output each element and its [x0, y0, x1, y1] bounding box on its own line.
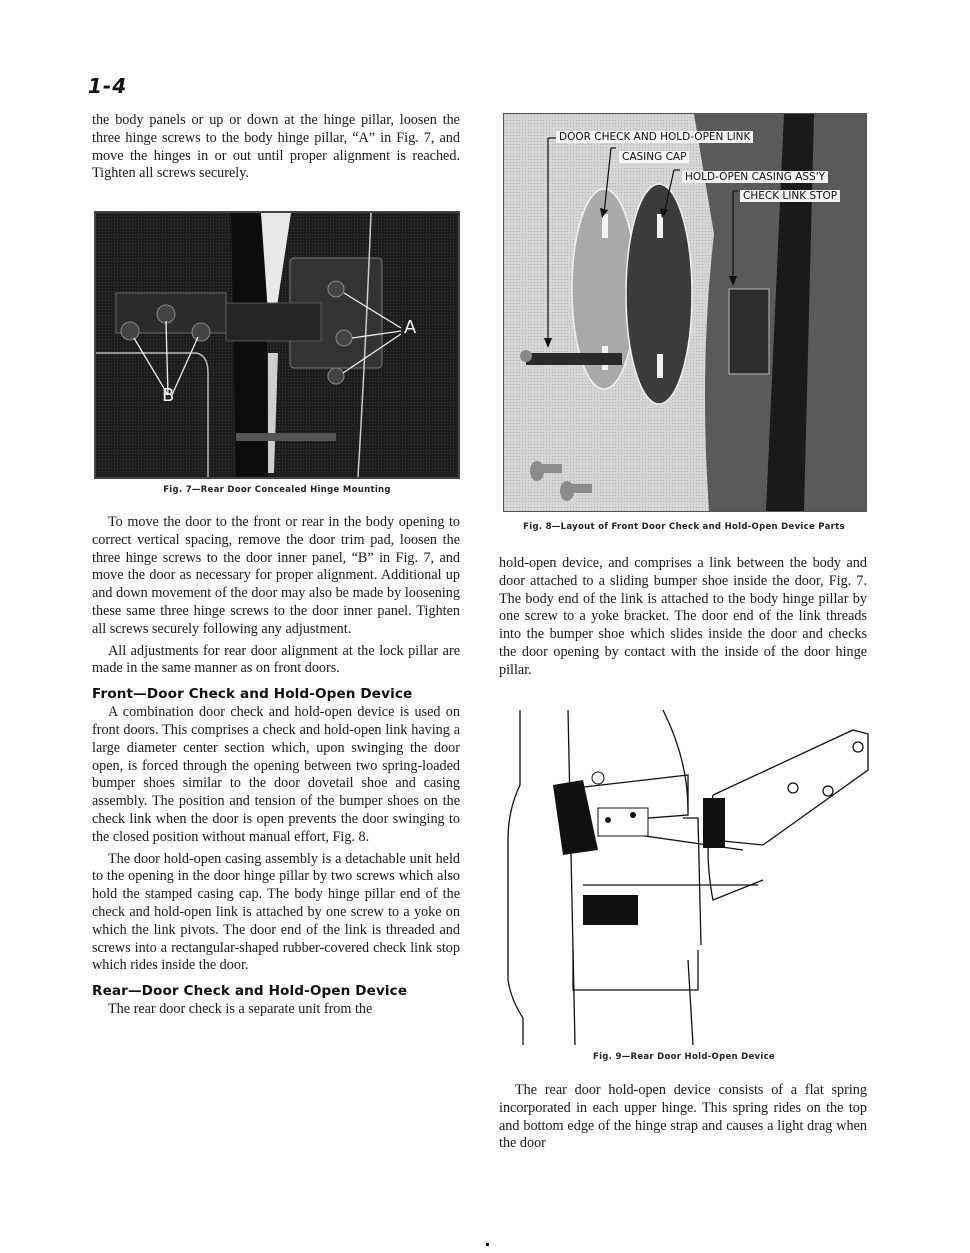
right-column-rear-device — [499, 1082, 867, 1153]
intro-paragraph: the body panels or up or down at the hinge pillar, loosen the three hinge screws to the body hinge pillar, “A” in Fig. 7, and move the hinges in or out until proper alignment is reached. Tighten all screws securely. — [92, 112, 460, 182]
left-column-body — [92, 514, 460, 1019]
left-column-intro — [92, 112, 460, 183]
hinge-mounting-photo — [96, 213, 458, 477]
page-number: 1-4 — [88, 74, 128, 98]
label-b: B — [162, 385, 175, 406]
heading-front-door-check: Front—Door Check and Hold-Open Device — [92, 686, 413, 703]
callout-check-link-stop: CHECK LINK STOP — [740, 190, 840, 202]
figure-8-photo — [503, 113, 867, 512]
heading-rear-door-check: Rear—Door Check and Hold-Open Device — [92, 983, 408, 1000]
figure-8-caption: Fig. 8—Layout of Front Door Check and Hold-Open Device Parts — [523, 522, 845, 532]
figure-9-caption: Fig. 9—Rear Door Hold-Open Device — [592, 1052, 776, 1062]
label-a: A — [404, 317, 417, 338]
paragraph-hold-open-link: hold-open device, and comprises a link between the body and door attached to a sliding bumper shoe inside the door, Fig. 7. The body end of the link is attached to the body hinge pillar by one screw to a yoke bracket. The door end of the link threads into the bumper shoe which slides inside the door and checks the door opening by contact with the inside of the door hinge pillar. — [499, 555, 867, 678]
callout-casing-cap: CASING CAP — [619, 151, 689, 163]
right-column-body — [499, 555, 867, 680]
paragraph-rear-check: The rear door check is a separate unit from the — [108, 1001, 373, 1018]
figure-7-photo — [94, 211, 460, 479]
paragraph-front-casing: The door hold-open casing assembly is a detachable unit held to the opening in the door hinge pillar by two screws which also hold the stamped casing cap. The body hinge pillar end of the check and hold-open link is attached by one screw to a yoke on which the link pivots. The door end of the link is threaded and screws into a rectangular-shaped rubber-covered check link stop which rides inside the door. — [92, 850, 460, 974]
paragraph-rear-alignment: All adjustments for rear door alignment at the lock pillar are made in the same manner as on front doors. — [92, 642, 460, 677]
paragraph-front-combination: A combination door check and hold-open device is used on front doors. This comprises a check and hold-open link having a large diameter center section which, upon swinging the door open, is forced through the opening between two spring-loaded bumper shoes similar to the door dovetail shoe and casing assembly. The position and tension of the bumper shoes on the check link when the door is open prevents the door swinging to the closed position without manual effort, Fig. 8. — [92, 704, 460, 845]
page-mark — [486, 1243, 489, 1246]
callout-hold-open-casing: HOLD-OPEN CASING ASS'Y — [682, 171, 828, 183]
paragraph-rear-flat-spring: The rear door hold-open device consists of a flat spring incorporated in each upper hinge. This spring rides on the top and bottom edge of the hinge strap and causes a light drag when the door — [499, 1082, 867, 1152]
figure-9-drawing — [503, 700, 873, 1045]
paragraph-move-door: To move the door to the front or rear in the body opening to correct vertical spacing, remove the door trim pad, loosen the three hinge screws to the door inner panel, “B” in Fig. 7, and move the door as necessary for proper alignment. Additional up and down movement of the door may also be made by loosening these same three hinge screws to the door inner panel. Tighten all screws securely following any adjustment. — [92, 514, 460, 637]
callout-door-check-link: DOOR CHECK AND HOLD-OPEN LINK — [556, 131, 753, 143]
rear-hold-open-drawing — [503, 700, 873, 1045]
figure-7-caption: Fig. 7—Rear Door Concealed Hinge Mounting — [163, 485, 391, 495]
